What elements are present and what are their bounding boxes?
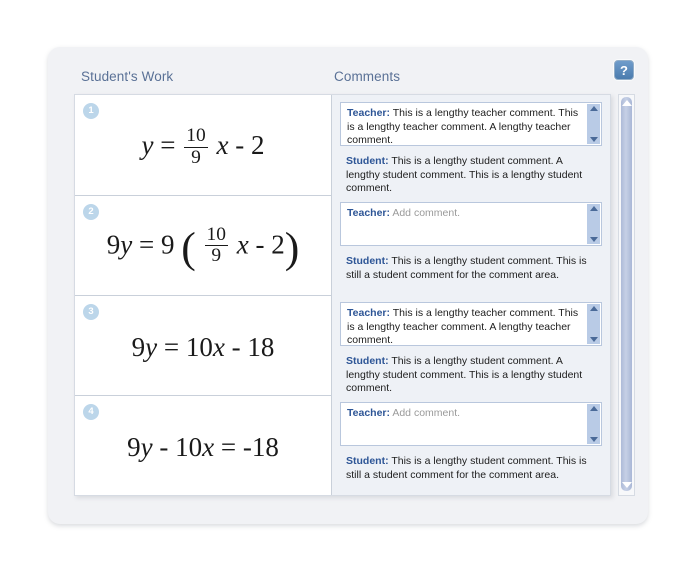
equation-term: 2 xyxy=(250,130,265,161)
equation-operator: - xyxy=(231,332,241,362)
teacher-comment-text xyxy=(347,107,581,146)
comments-cell xyxy=(331,395,610,495)
fraction-numerator: 10 xyxy=(186,125,206,147)
student-work-cell xyxy=(75,395,331,495)
teacher-comment-scrollbar[interactable] xyxy=(587,304,600,344)
teacher-comment-input[interactable] xyxy=(340,302,602,346)
scroll-up-icon[interactable] xyxy=(622,100,632,106)
comments-cell xyxy=(331,295,610,395)
row-number-badge: 1 xyxy=(83,103,99,119)
equation-operator: - xyxy=(255,228,265,259)
student-work-cell xyxy=(75,295,331,395)
student-label: Student: xyxy=(346,155,389,167)
equation-variable: x xyxy=(216,130,229,161)
student-comment-value: This is a lengthy student comment. This is still a student comment for the comment area. xyxy=(346,255,587,281)
table-row xyxy=(75,295,610,395)
student-comment-text xyxy=(346,155,596,196)
fraction xyxy=(184,126,207,167)
equation-operator: = xyxy=(138,228,155,259)
column-header-student-work: Student's Work xyxy=(81,69,174,84)
row-number-badge: 3 xyxy=(83,304,99,320)
scroll-up-icon[interactable] xyxy=(590,106,598,111)
equation-term: -18 xyxy=(242,432,279,462)
equation-operator: - xyxy=(159,432,169,462)
teacher-comment-text xyxy=(347,307,581,346)
equation-variable: y xyxy=(140,432,153,462)
teacher-comment-scrollbar[interactable] xyxy=(587,404,600,444)
teacher-label: Teacher: xyxy=(347,407,390,419)
equation-term: 10 xyxy=(175,432,203,462)
equation-operator: - xyxy=(235,130,245,161)
comments-cell xyxy=(331,195,610,295)
teacher-comment-scrollbar[interactable] xyxy=(587,204,600,244)
scroll-down-icon[interactable] xyxy=(590,337,598,342)
student-comment-block xyxy=(340,446,602,482)
student-work-cell xyxy=(75,195,331,295)
row-number-badge: 4 xyxy=(83,404,99,420)
student-comment-text xyxy=(346,255,596,282)
equation-1 xyxy=(142,126,265,167)
student-comment-value: This is a lengthy student comment. This is still a student comment for the comment area. xyxy=(346,455,587,481)
student-comment-text xyxy=(346,355,596,396)
equation-variable: y xyxy=(120,228,133,259)
equation-term: 2 xyxy=(271,228,285,259)
student-label: Student: xyxy=(346,355,389,367)
teacher-comment-placeholder: Add comment. xyxy=(392,207,461,219)
help-button[interactable]: ? xyxy=(614,60,634,80)
table-row xyxy=(75,95,610,195)
equation-2 xyxy=(107,223,300,273)
equation-4 xyxy=(127,432,279,463)
equation-variable: x xyxy=(236,228,249,259)
scroll-down-icon[interactable] xyxy=(590,137,598,142)
panel-scrollbar-thumb[interactable] xyxy=(621,97,632,491)
teacher-comment-text xyxy=(347,207,581,221)
equation-operator: = xyxy=(220,432,237,462)
scroll-up-icon[interactable] xyxy=(590,306,598,311)
equation-term: 9 xyxy=(131,332,146,362)
student-work-cell xyxy=(75,95,331,195)
student-comment-block xyxy=(340,346,602,396)
student-label: Student: xyxy=(346,255,389,267)
student-work-panel xyxy=(48,47,648,524)
column-header-comments: Comments xyxy=(334,69,401,84)
equation-term: y xyxy=(141,130,154,161)
fraction xyxy=(205,225,228,266)
teacher-label: Teacher: xyxy=(347,207,390,219)
student-comment-value: This is a lengthy student comment. A lengthy student comment. This is a lengthy student comment. xyxy=(346,155,583,194)
equation-term: 10 xyxy=(185,332,213,362)
teacher-comment-input[interactable] xyxy=(340,102,602,146)
equation-operator: = xyxy=(160,130,176,161)
teacher-comment-input[interactable] xyxy=(340,202,602,246)
fraction-denominator: 9 xyxy=(205,245,228,266)
student-label: Student: xyxy=(346,455,389,467)
comments-cell xyxy=(331,95,610,195)
teacher-comment-value: This is a lengthy teacher comment. This is a lengthy teacher comment. A lengthy teacher comment. xyxy=(347,107,579,146)
teacher-comment-placeholder: Add comment. xyxy=(392,407,461,419)
scroll-up-icon[interactable] xyxy=(590,406,598,411)
student-comment-text xyxy=(346,455,596,482)
teacher-label: Teacher: xyxy=(347,307,390,319)
table-row xyxy=(75,195,610,295)
scroll-down-icon[interactable] xyxy=(590,237,598,242)
equation-term: 18 xyxy=(247,332,275,362)
table-row xyxy=(75,395,610,495)
equation-term: 9 xyxy=(127,432,141,462)
scroll-down-icon[interactable] xyxy=(622,482,632,488)
close-paren: ) xyxy=(284,223,300,272)
equation-term: 9 xyxy=(160,228,175,259)
open-paren: ( xyxy=(181,223,196,272)
scroll-up-icon[interactable] xyxy=(590,206,598,211)
equation-term: 9 xyxy=(106,228,121,259)
panel-scrollbar[interactable] xyxy=(618,94,635,496)
row-number-badge: 2 xyxy=(83,204,99,220)
teacher-comment-text xyxy=(347,407,581,421)
fraction-numerator: 10 xyxy=(206,223,226,245)
equation-variable: x xyxy=(202,432,215,462)
teacher-comment-scrollbar[interactable] xyxy=(587,104,600,144)
scroll-down-icon[interactable] xyxy=(590,437,598,442)
fraction-denominator: 9 xyxy=(184,147,207,168)
equation-variable: y xyxy=(145,332,158,362)
equation-variable: x xyxy=(212,332,225,362)
equation-3 xyxy=(132,332,275,363)
teacher-comment-value: This is a lengthy teacher comment. This is a lengthy teacher comment. A lengthy teacher comment. xyxy=(347,307,579,346)
equation-operator: = xyxy=(163,332,180,362)
student-comment-block xyxy=(340,246,602,282)
teacher-comment-input[interactable] xyxy=(340,402,602,446)
work-comments-table xyxy=(74,94,611,496)
student-comment-value: This is a lengthy student comment. A lengthy student comment. This is a lengthy student comment. xyxy=(346,355,583,394)
student-comment-block xyxy=(340,146,602,196)
teacher-label: Teacher: xyxy=(347,107,390,119)
